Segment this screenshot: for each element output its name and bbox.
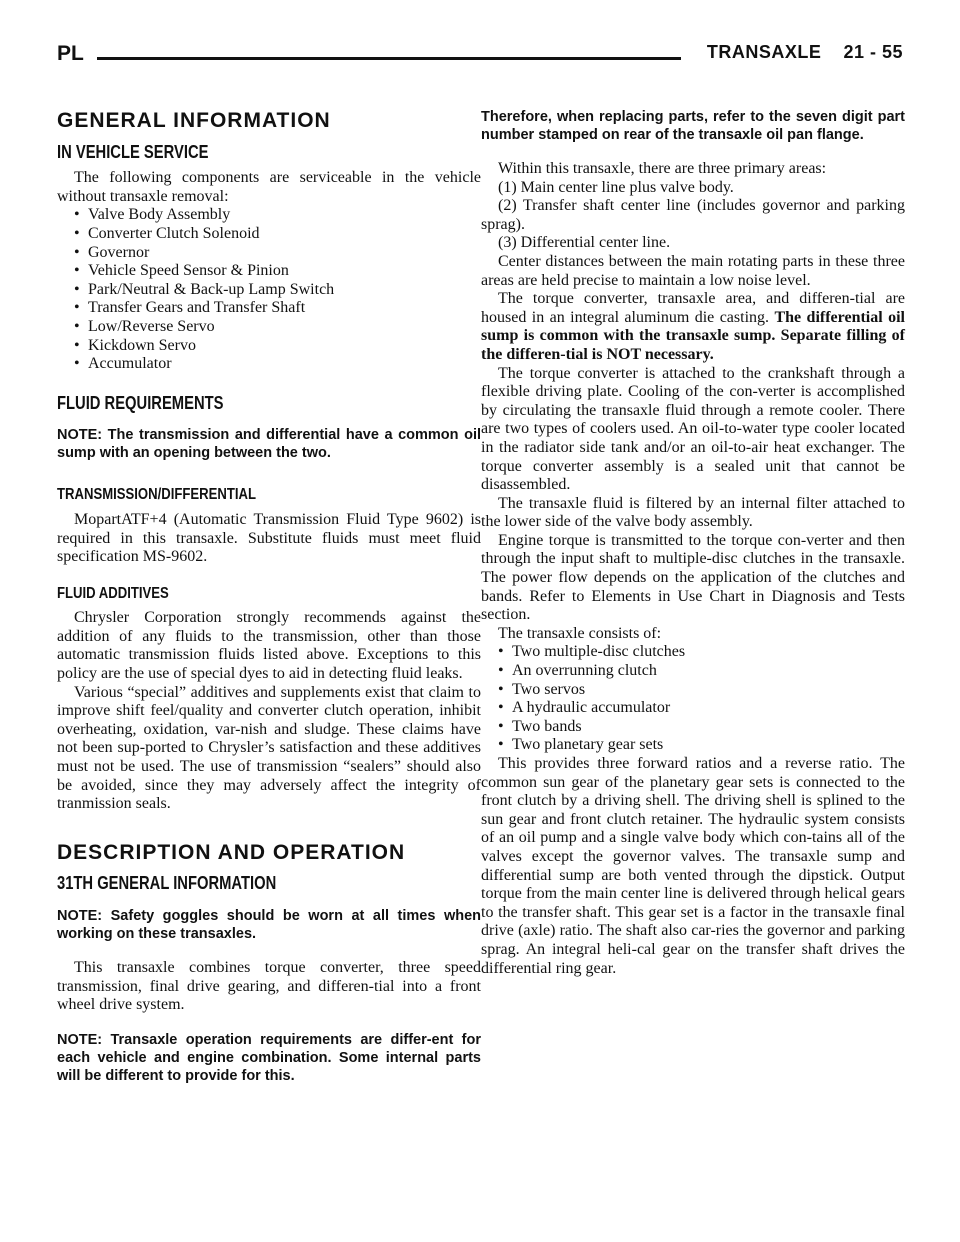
list-item: • Two servos [481, 681, 905, 700]
heading-fluid-additives: FLUID ADDITIVES [57, 584, 169, 602]
list-item: • Valve Body Assembly [57, 206, 481, 225]
list-item: (1) Main center line plus valve body. [498, 178, 734, 196]
heading-in-vehicle-service: IN VEHICLE SERVICE [57, 141, 209, 162]
list-item: • Two planetary gear sets [481, 736, 905, 755]
paragraph-transaxle-combines: This transaxle combines torque converter, three speed transmission, final drive gearing, and differen-tial into a front wheel drive system. [57, 959, 481, 1014]
note-common-sump: NOTE: The transmission and differential have a common oil sump with an opening between the two. [57, 427, 481, 462]
heading-fluid-requirements: FLUID REQUIREMENTS [57, 392, 224, 413]
list-item: • Transfer Gears and Transfer Shaft [57, 299, 481, 318]
list-item: • Accumulator [57, 355, 481, 374]
serviceable-components-list [57, 206, 481, 373]
paragraph-mopar-fluid: MopartATF+4 (Automatic Transmission Fluid Type 9602) is required in this transaxle. Substitute fluids must meet fluid specification MS-9602. [57, 510, 481, 566]
list-item: • A hydraulic accumulator [481, 699, 905, 718]
page-header [57, 42, 903, 72]
heading-transmission-differential: TRANSMISSION/DIFFERENTIAL [57, 486, 256, 504]
paragraph-primary-areas: Within this transaxle, there are three primary areas: [498, 160, 827, 177]
paragraph-housed-integral [481, 290, 905, 364]
list-item: (2) Transfer shaft center line (includes governor and parking sprag). [481, 197, 905, 233]
note-safety-goggles: NOTE: Safety goggles should be worn at all times when working on these transaxles. [57, 908, 481, 942]
list-item: • An overrunning clutch [481, 662, 905, 681]
list-item: • Two bands [481, 718, 905, 737]
paragraph-serviceable: The following components are serviceable in the vehicle without transaxle removal: [57, 169, 481, 205]
list-item: • Park/Neutral & Back-up Lamp Switch [57, 281, 481, 300]
header-rule [97, 57, 681, 60]
right-column [481, 108, 905, 978]
paragraph-engine-torque: Engine torque is transmitted to the torque con-verter and then through the input shaft to multiple-disc clutches in the transaxle. The power flow depends on the application of the clutches and bands. Refer to Elements in Use Chart in Diagnosis and Tests section. [481, 531, 905, 624]
header-section-page [707, 42, 903, 63]
list-item: • Governor [57, 244, 481, 263]
list-item: • Two multiple-disc clutches [481, 643, 905, 662]
left-column [57, 108, 481, 1085]
heading-description-operation: DESCRIPTION AND OPERATION [57, 840, 406, 864]
heading-31th-general-information: 31TH GENERAL INFORMATION [57, 873, 277, 894]
heading-general-information: GENERAL INFORMATION [57, 109, 331, 132]
header-page-number: 21 - 55 [843, 42, 903, 62]
list-item: (3) Differential center line. [498, 234, 671, 252]
housed-text: The torque converter, transaxle area, and differen-tial are housed in an integral aluminum die casting. [481, 290, 905, 326]
paragraph-forward-ratios: This provides three forward ratios and a reverse ratio. The common sun gear of the planetary gear sets is connected to the front clutch by a driving shell. The driving shell is splined to the sun gear and front clutch retainer. The hydraulic system consists of an oil pump and a single valve body which con-tains all of the valves except the governor valves. The transaxle sump and differential sump are both vented through the dipstick. Output torque from the main center line is delivered through helical gears to the transfer shaft. This gear set is a factor in the transaxle final drive (axle) ratio. The shaft also car-ries the governor and parking sprag. An integral heli-cal gear on the transfer shaft drives the differential ring gear. [481, 755, 905, 977]
paragraph-special-additives: Various “special” additives and supplements exist that claim to improve shift feel/quality and converter clutch operation, inhibit overheating, oxidation, var-nish and sludge. These claims have not been sup-ported to Chrysler’s satisfaction and these additives must not be used. The use of transmission “sealers” should also be avoided, since they may adversely affect the integrity of tranmission seals. [57, 683, 481, 813]
list-item: • Converter Clutch Solenoid [57, 225, 481, 244]
paragraph-consists-of: The transaxle consists of: [498, 624, 662, 642]
paragraph-fluid-filter: The transaxle fluid is filtered by an internal filter attached to the lower side of the valve body assembly. [481, 494, 905, 531]
note-operation-requirements: NOTE: Transaxle operation requirements are differ-ent for each vehicle and engine combination. Some internal parts will be different to provide for this. [57, 1031, 481, 1084]
paragraph-torque-converter: The torque converter is attached to the crankshaft through a flexible driving plate. Cooling of the con-verter is accomplished by circulating the transaxle fluid through a remote cooler. There are two types of coolers used. An oil-to-water type cooler located in the radiator side tank and/or an oil-to-air heat exchanger. The torque converter assembly is a sealed unit that cannot be disassembled. [481, 364, 905, 494]
paragraph-additives-recommendation: Chrysler Corporation strongly recommends against the addition of any fluids to the transmission, other than those automatic transmission fluids listed above. Exceptions to this policy are the use of special dyes to aid in detecting fluid leaks. [57, 609, 481, 683]
list-item: • Vehicle Speed Sensor & Pinion [57, 262, 481, 281]
header-section: TRANSAXLE [706, 42, 822, 62]
header-vehicle-code: PL [57, 42, 84, 65]
list-item: • Low/Reverse Servo [57, 318, 481, 337]
list-item: • Kickdown Servo [57, 337, 481, 356]
paragraph-center-distances: Center distances between the main rotating parts in these three areas are held precise to maintain a low noise level. [481, 252, 905, 289]
housed-bold-text: The differential oil sump is common with the transaxle sump. Separate filling of the differen-tial is NOT necessary. [481, 308, 905, 363]
transaxle-components-list [481, 643, 905, 755]
note-part-number-continued: Therefore, when replacing parts, refer to the seven digit part number stamped on rear of the transaxle oil pan flange. [481, 109, 905, 143]
